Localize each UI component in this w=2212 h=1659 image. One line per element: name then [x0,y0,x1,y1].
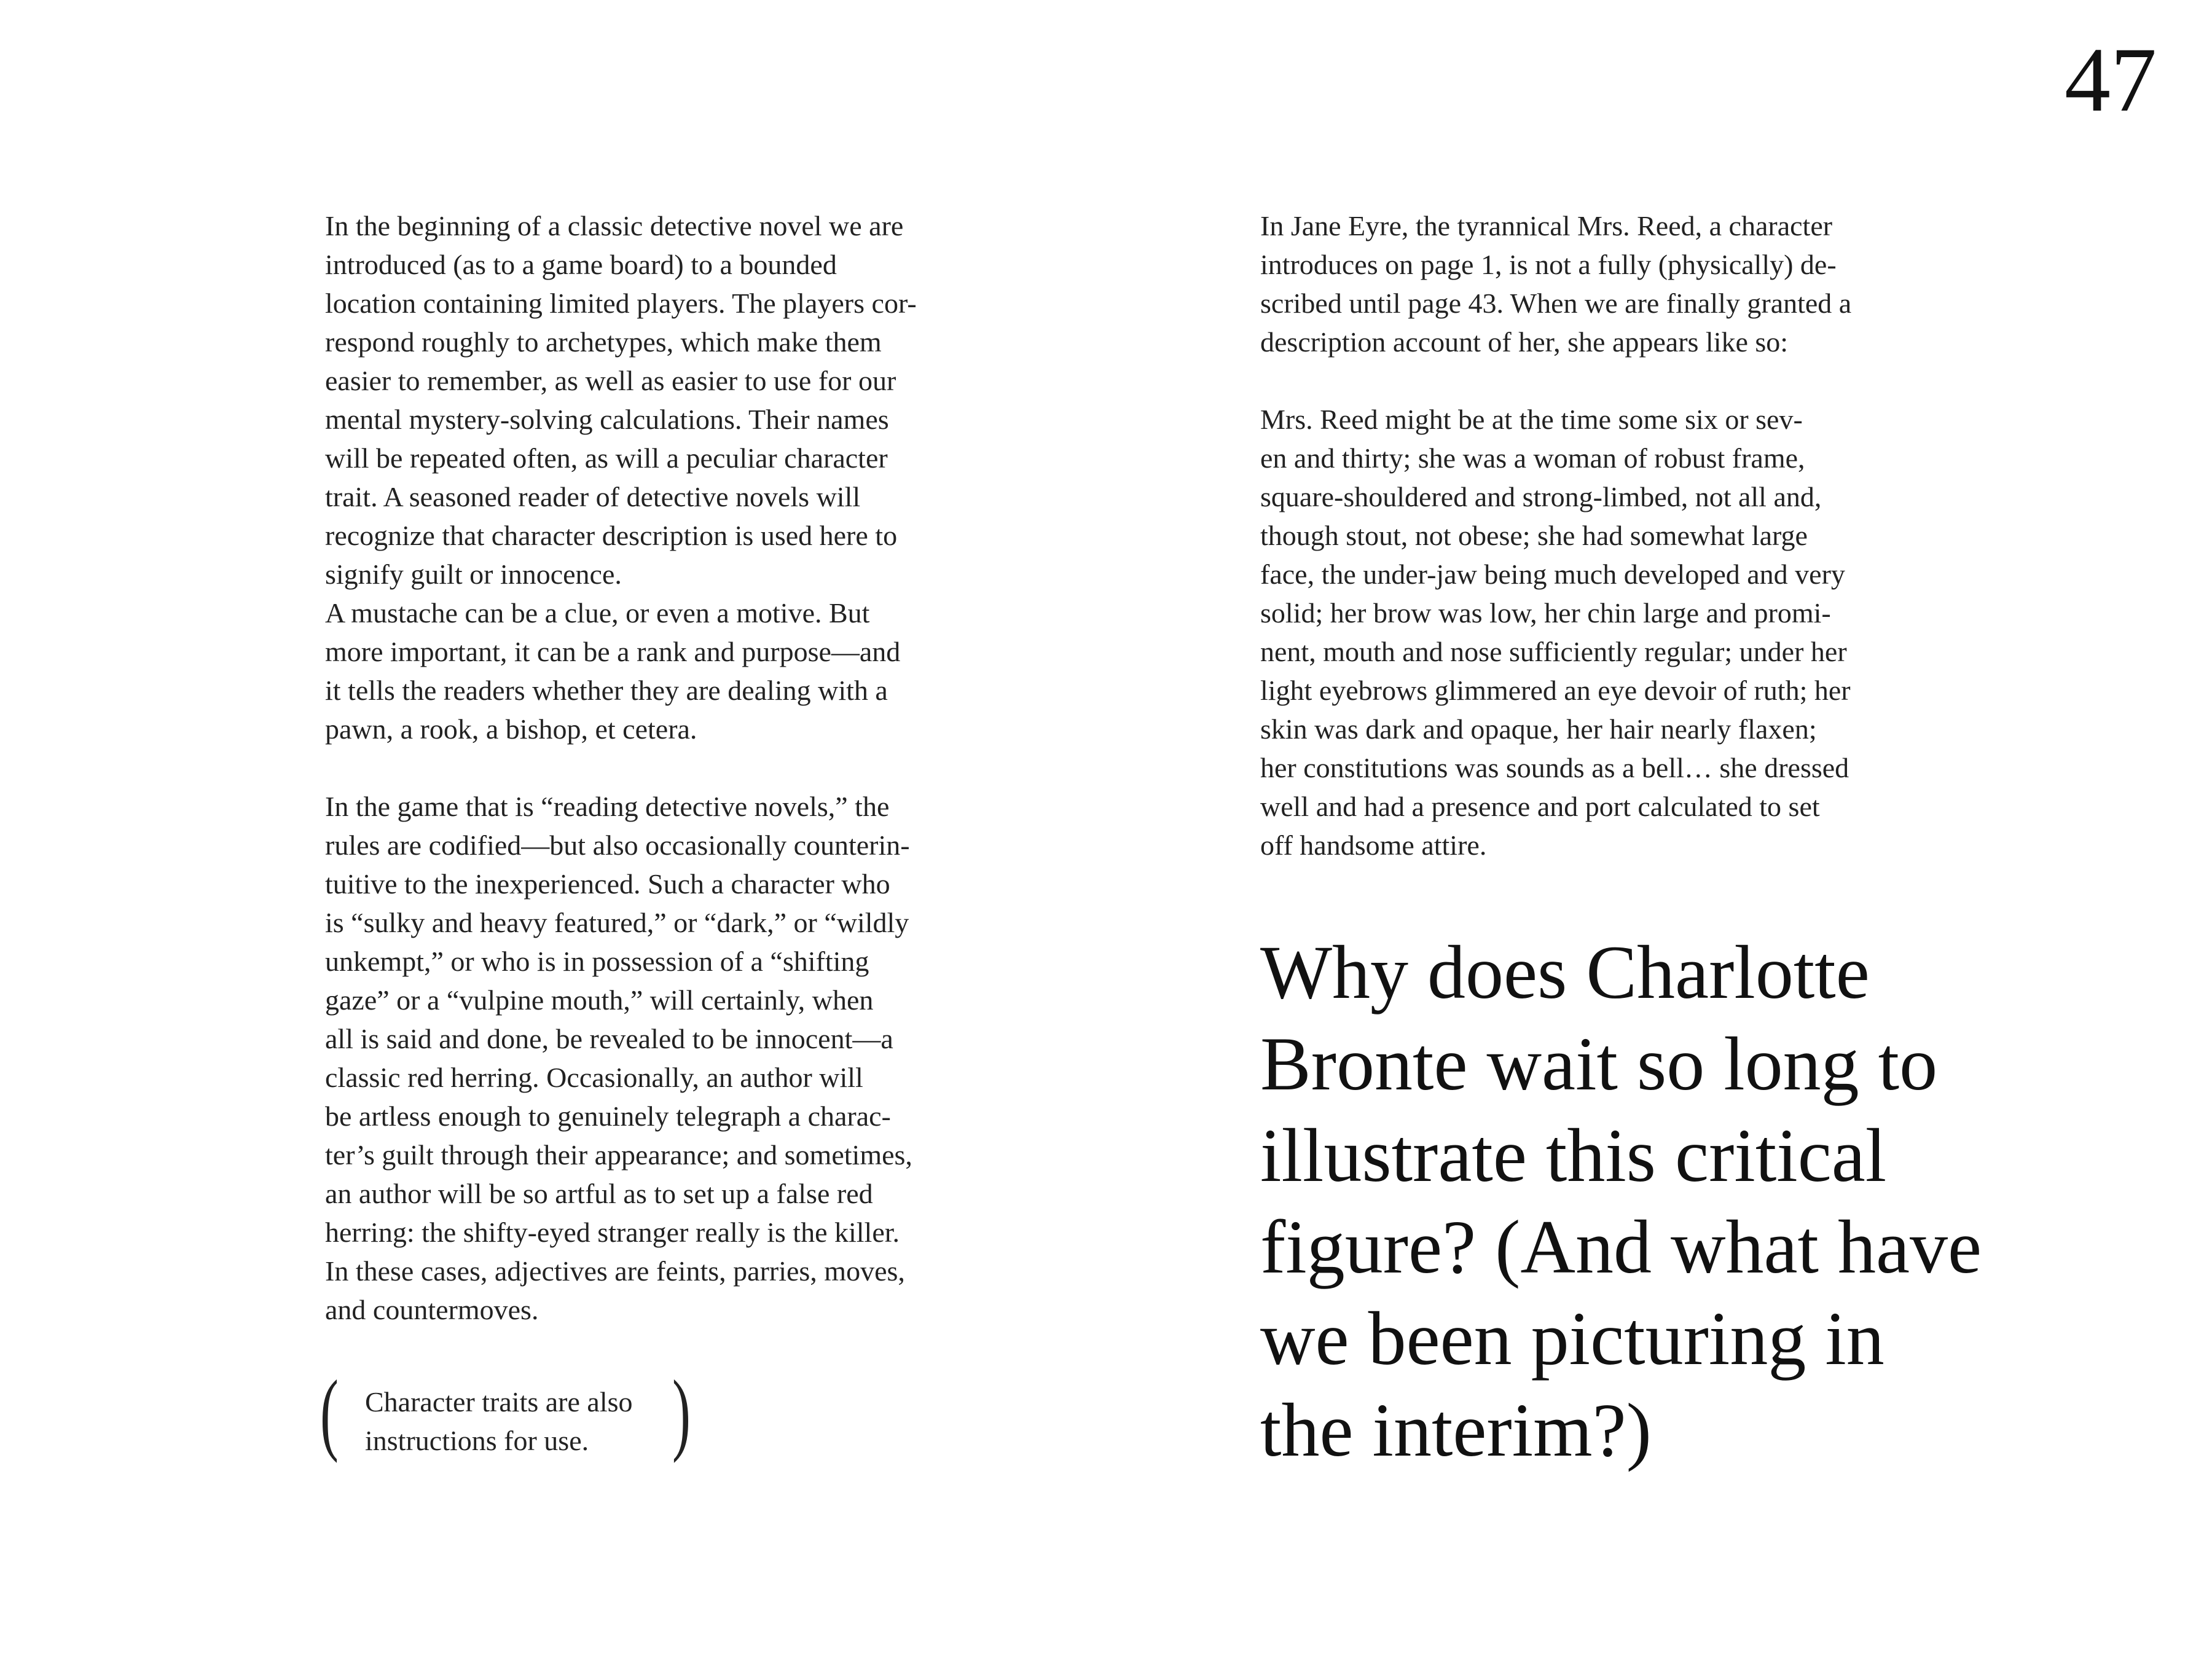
text-line: is “sulky and heavy featured,” or “dark,” or “wildly [325,907,909,938]
quote-line: off handsome attire. [1260,830,1487,861]
quote-line: en and thirty; she was a woman of robust frame, [1260,442,1805,474]
text-line: all is said and done, be revealed to be innocent—a [325,1023,893,1054]
text-line: introduces on page 1, is not a fully (physically) de- [1260,249,1837,280]
text-line: it tells the readers whether they are dealing with a [325,675,888,706]
text-line: ter’s guilt through their appearance; and sometimes, [325,1139,912,1171]
text-line: location containing limited players. The players cor- [325,288,917,319]
text-line: introduced (as to a game board) to a bounded [325,249,837,280]
text-line: gaze” or a “vulpine mouth,” will certainly, when [325,984,874,1016]
quote-line: her constitutions was sounds as a bell… she dressed [1260,752,1849,783]
text-line: scribed until page 43. When we are finally granted a [1260,288,1852,319]
text-line: be artless enough to genuinely telegraph a charac- [325,1100,891,1132]
text-line: In the game that is “reading detective novels,” the [325,791,890,822]
text-line: will be repeated often, as will a peculiar character [325,442,888,474]
pull-quote-line: Bronte wait so long to [1260,1022,1938,1106]
text-line: rules are codified—but also occasionally counterin- [325,830,910,861]
paragraph-gap [1260,361,1936,400]
pull-quote [1260,927,2133,1476]
quote-line: nent, mouth and nose sufficiently regular; under her [1260,636,1847,667]
text-line: In these cases, adjectives are feints, parries, moves, [325,1255,905,1287]
left-column [325,206,995,1329]
pull-quote-line: figure? (And what have [1260,1205,1982,1289]
text-line: an author will be so artful as to set up a false red [325,1178,873,1209]
text-line: easier to remember, as well as easier to use for our [325,365,896,396]
text-line: In Jane Eyre, the tyrannical Mrs. Reed, a character [1260,210,1833,241]
text-line: tuitive to the inexperienced. Such a character who [325,868,890,900]
aside-line: Character traits are also [365,1386,633,1418]
aside-note [320,1362,718,1469]
text-line: classic red herring. Occasionally, an author will [325,1062,863,1093]
aside-text [365,1382,633,1460]
text-line: signify guilt or innocence. [325,559,622,590]
pull-quote-line: we been picturing in [1260,1296,1885,1381]
block-quotation [1260,400,1936,865]
text-line: herring: the shifty-eyed stranger really is the killer. [325,1217,900,1248]
quote-line: face, the under-jaw being much developed and very [1260,559,1845,590]
quote-line: well and had a presence and port calculated to set [1260,791,1820,822]
text-line: recognize that character description is used here to [325,520,898,551]
close-parenthesis: ) [672,1362,691,1464]
text-line: In the beginning of a classic detective novel we are [325,210,904,241]
text-line: A mustache can be a clue, or even a motive. But [325,597,870,629]
quote-line: Mrs. Reed might be at the time some six or sev- [1260,404,1803,435]
open-parenthesis: ( [320,1362,339,1464]
paragraph-gap [325,748,995,787]
text-line: unkempt,” or who is in possession of a “shifting [325,946,869,977]
text-line: pawn, a rook, a bishop, et cetera. [325,713,697,745]
intro-paragraph [325,206,995,748]
quote-line: square-shouldered and strong-limbed, not all and, [1260,481,1822,512]
pull-quote-line: Why does Charlotte [1260,930,1870,1014]
text-line: mental mystery-solving calculations. Their names [325,404,889,435]
text-line: and countermoves. [325,1294,539,1325]
jane-eyre-paragraph [1260,206,1936,361]
rules-paragraph [325,787,995,1329]
page-number: 47 [2065,29,2157,131]
quote-line: light eyebrows glimmered an eye devoir of ruth; her [1260,675,1851,706]
quote-line: skin was dark and opaque, her hair nearly flaxen; [1260,713,1817,745]
text-line: description account of her, she appears like so: [1260,326,1789,358]
right-column [1260,206,1936,865]
quote-line: solid; her brow was low, her chin large and promi- [1260,597,1831,629]
text-line: trait. A seasoned reader of detective novels will [325,481,861,512]
text-line: more important, it can be a rank and purpose—and [325,636,901,667]
pull-quote-line: the interim?) [1260,1388,1652,1472]
pull-quote-line: illustrate this critical [1260,1113,1887,1198]
text-line: respond roughly to archetypes, which make them [325,326,882,358]
quote-line: though stout, not obese; she had somewhat large [1260,520,1808,551]
aside-line: instructions for use. [365,1425,589,1456]
